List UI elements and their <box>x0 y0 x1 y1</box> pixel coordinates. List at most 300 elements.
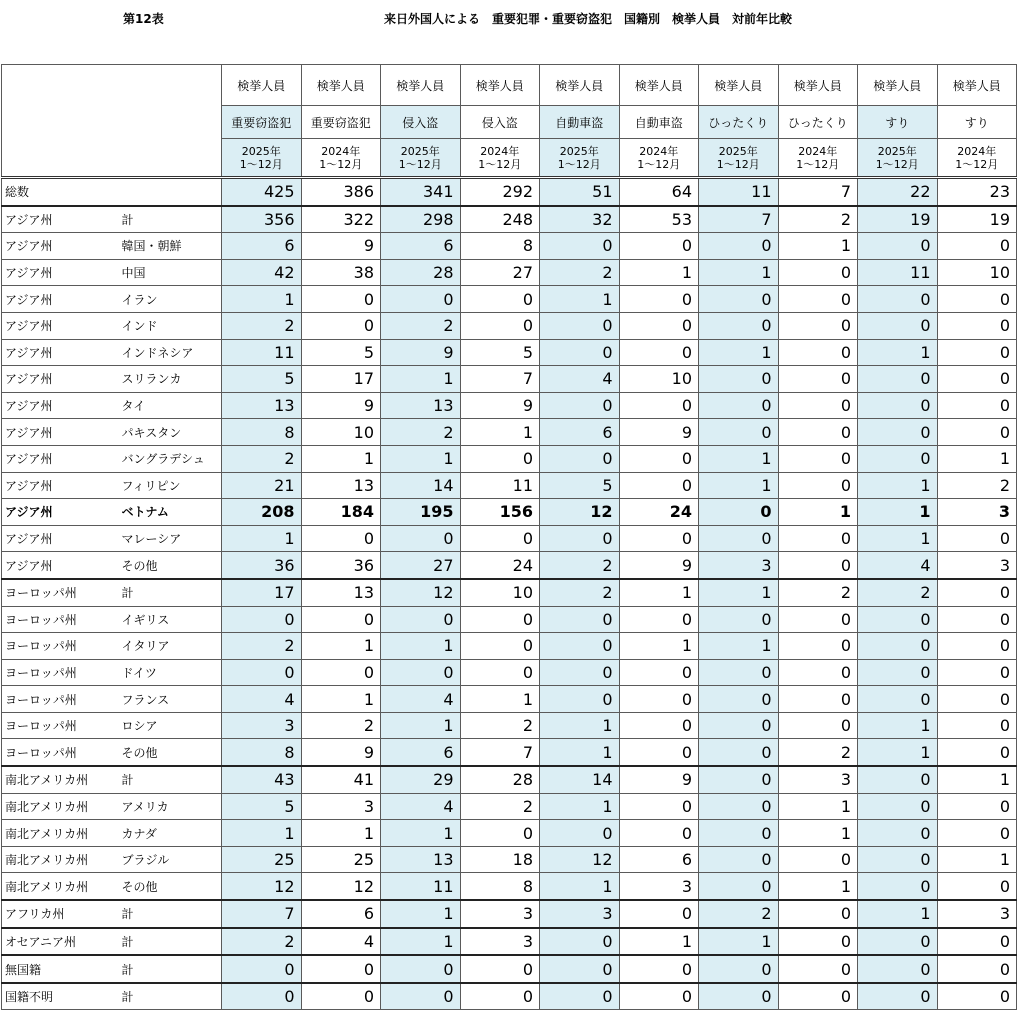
row-country: 計 <box>122 766 222 793</box>
column-header-top: 検挙人員 <box>858 65 938 106</box>
data-cell: 0 <box>540 983 620 1010</box>
data-cell: 0 <box>858 445 938 472</box>
row-country: タイ <box>122 392 222 419</box>
column-header-top: 検挙人員 <box>301 65 381 106</box>
row-country: 計 <box>122 900 222 928</box>
data-cell: 38 <box>301 259 381 286</box>
data-cell: 0 <box>619 286 699 313</box>
data-cell: 3 <box>222 712 302 739</box>
column-header-range: 1～12月 <box>875 157 919 171</box>
data-cell: 386 <box>301 178 381 206</box>
data-cell: 0 <box>778 633 858 660</box>
data-cell: 43 <box>222 766 302 793</box>
data-cell: 0 <box>858 633 938 660</box>
data-cell: 0 <box>778 846 858 873</box>
data-cell: 6 <box>540 419 620 446</box>
data-cell: 0 <box>778 552 858 579</box>
data-cell: 0 <box>460 606 540 633</box>
data-cell: 8 <box>222 739 302 766</box>
data-cell: 0 <box>778 472 858 499</box>
row-country: イタリア <box>122 633 222 660</box>
data-cell: 0 <box>301 606 381 633</box>
column-header-crime: 侵入盗 <box>460 106 540 139</box>
header-corner-cell <box>2 65 222 178</box>
data-cell: 2 <box>222 312 302 339</box>
data-cell: 8 <box>460 873 540 900</box>
data-cell: 9 <box>301 392 381 419</box>
data-cell: 9 <box>619 766 699 793</box>
table-row <box>2 392 1017 419</box>
data-cell: 12 <box>540 846 620 873</box>
data-cell: 12 <box>301 873 381 900</box>
data-cell: 0 <box>858 659 938 686</box>
column-header-top: 検挙人員 <box>619 65 699 106</box>
data-cell: 0 <box>858 686 938 713</box>
row-region: アジア州 <box>2 472 122 499</box>
column-header-range: 1～12月 <box>955 157 999 171</box>
data-cell: 24 <box>619 499 699 526</box>
data-cell: 0 <box>778 525 858 552</box>
data-cell: 10 <box>937 259 1017 286</box>
data-cell: 1 <box>301 633 381 660</box>
row-region: 南北アメリカ州 <box>2 793 122 820</box>
data-cell: 0 <box>619 392 699 419</box>
row-region: アジア州 <box>2 312 122 339</box>
data-cell: 3 <box>460 928 540 956</box>
data-cell: 17 <box>222 579 302 606</box>
data-cell: 10 <box>301 419 381 446</box>
row-country: インド <box>122 312 222 339</box>
data-cell: 0 <box>699 419 779 446</box>
data-cell: 0 <box>937 339 1017 366</box>
data-cell: 12 <box>381 579 461 606</box>
column-header-year: 2025年 <box>877 144 917 158</box>
data-cell: 4 <box>540 366 620 393</box>
data-cell: 0 <box>460 659 540 686</box>
data-cell: 1 <box>222 820 302 847</box>
data-cell: 0 <box>778 286 858 313</box>
data-cell: 341 <box>381 178 461 206</box>
data-cell: 298 <box>381 206 461 233</box>
column-header-year: 2024年 <box>480 144 520 158</box>
row-country: インドネシア <box>122 339 222 366</box>
data-cell: 0 <box>699 793 779 820</box>
column-header-year: 2025年 <box>400 144 440 158</box>
table-row <box>2 579 1017 606</box>
data-cell: 0 <box>937 873 1017 900</box>
table-row <box>2 552 1017 579</box>
data-cell: 4 <box>222 686 302 713</box>
data-cell: 0 <box>937 793 1017 820</box>
row-region: アジア州 <box>2 445 122 472</box>
row-country: ベトナム <box>122 499 222 526</box>
row-region: アジア州 <box>2 286 122 313</box>
row-country: 計 <box>122 579 222 606</box>
data-cell: 1 <box>540 739 620 766</box>
data-cell: 0 <box>460 983 540 1010</box>
data-cell: 28 <box>460 766 540 793</box>
data-cell: 29 <box>381 766 461 793</box>
data-cell: 0 <box>937 739 1017 766</box>
data-cell: 53 <box>619 206 699 233</box>
column-header-period <box>460 139 540 178</box>
data-cell: 0 <box>778 955 858 983</box>
data-cell: 0 <box>619 233 699 260</box>
table-number: 第12表 <box>123 12 164 26</box>
data-cell: 0 <box>699 286 779 313</box>
table-row <box>2 472 1017 499</box>
table-row <box>2 606 1017 633</box>
data-cell: 0 <box>619 659 699 686</box>
data-cell: 1 <box>381 633 461 660</box>
data-cell: 0 <box>778 712 858 739</box>
data-cell: 1 <box>778 233 858 260</box>
data-cell: 0 <box>937 366 1017 393</box>
data-cell: 0 <box>381 606 461 633</box>
data-cell: 1 <box>699 445 779 472</box>
data-cell: 6 <box>222 233 302 260</box>
data-cell: 0 <box>858 366 938 393</box>
data-cell: 22 <box>858 178 938 206</box>
table-row <box>2 739 1017 766</box>
data-cell: 0 <box>619 712 699 739</box>
data-cell: 0 <box>381 659 461 686</box>
data-cell: 0 <box>301 983 381 1010</box>
row-country: ロシア <box>122 712 222 739</box>
row-region: 国籍不明 <box>2 983 122 1010</box>
table-row <box>2 712 1017 739</box>
data-cell: 0 <box>540 606 620 633</box>
data-cell: 0 <box>540 820 620 847</box>
data-cell: 0 <box>699 739 779 766</box>
row-region: アジア州 <box>2 233 122 260</box>
data-cell: 9 <box>619 552 699 579</box>
column-header-range: 1～12月 <box>716 157 760 171</box>
row-region: ヨーロッパ州 <box>2 606 122 633</box>
data-cell: 0 <box>460 286 540 313</box>
data-cell: 1 <box>381 928 461 956</box>
data-cell: 4 <box>381 686 461 713</box>
data-cell: 0 <box>858 419 938 446</box>
data-cell: 0 <box>699 766 779 793</box>
table-row <box>2 178 1017 206</box>
column-header-period <box>301 139 381 178</box>
data-cell: 0 <box>937 233 1017 260</box>
data-cell: 5 <box>301 339 381 366</box>
data-cell: 0 <box>540 233 620 260</box>
data-cell: 0 <box>699 955 779 983</box>
data-cell: 10 <box>619 366 699 393</box>
data-cell: 0 <box>222 983 302 1010</box>
column-header-range: 1～12月 <box>319 157 363 171</box>
data-cell: 0 <box>858 873 938 900</box>
data-cell: 12 <box>222 873 302 900</box>
data-cell: 0 <box>301 286 381 313</box>
data-cell: 1 <box>619 259 699 286</box>
data-cell: 13 <box>381 846 461 873</box>
data-cell: 0 <box>381 525 461 552</box>
data-cell: 0 <box>937 686 1017 713</box>
data-cell: 0 <box>540 312 620 339</box>
data-cell: 0 <box>858 766 938 793</box>
column-header-range: 1～12月 <box>796 157 840 171</box>
data-cell: 9 <box>460 392 540 419</box>
data-cell: 11 <box>381 873 461 900</box>
column-header-year: 2024年 <box>957 144 997 158</box>
data-cell: 0 <box>699 499 779 526</box>
column-header-crime: すり <box>858 106 938 139</box>
data-cell: 1 <box>540 712 620 739</box>
data-cell: 0 <box>460 525 540 552</box>
data-cell: 6 <box>381 739 461 766</box>
data-cell: 0 <box>778 983 858 1010</box>
data-cell: 0 <box>937 392 1017 419</box>
data-cell: 6 <box>381 233 461 260</box>
data-cell: 2 <box>460 793 540 820</box>
data-cell: 11 <box>699 178 779 206</box>
data-cell: 13 <box>301 472 381 499</box>
data-cell: 4 <box>301 928 381 956</box>
data-cell: 184 <box>301 499 381 526</box>
column-header-crime: 自動車盗 <box>540 106 620 139</box>
table-row <box>2 873 1017 900</box>
data-cell: 195 <box>381 499 461 526</box>
page-title: 来日外国人による 重要犯罪・重要窃盗犯 国籍別 検挙人員 対前年比較 <box>384 12 793 26</box>
row-region: アジア州 <box>2 206 122 233</box>
data-cell: 32 <box>540 206 620 233</box>
column-header-range: 1～12月 <box>239 157 283 171</box>
data-cell: 0 <box>937 579 1017 606</box>
column-header-period <box>540 139 620 178</box>
data-cell: 0 <box>778 259 858 286</box>
data-cell: 36 <box>222 552 302 579</box>
data-cell: 1 <box>937 766 1017 793</box>
data-cell: 1 <box>699 472 779 499</box>
data-cell: 0 <box>540 339 620 366</box>
data-cell: 1 <box>540 793 620 820</box>
column-header-crime: すり <box>937 106 1017 139</box>
row-region: ヨーロッパ州 <box>2 739 122 766</box>
data-cell: 0 <box>460 955 540 983</box>
data-cell: 1 <box>778 499 858 526</box>
column-header-crime: 自動車盗 <box>619 106 699 139</box>
data-cell: 0 <box>778 392 858 419</box>
column-header-crime: 侵入盗 <box>381 106 461 139</box>
data-cell: 0 <box>937 928 1017 956</box>
table-row <box>2 686 1017 713</box>
data-cell: 0 <box>460 633 540 660</box>
data-cell: 25 <box>301 846 381 873</box>
data-cell: 0 <box>619 955 699 983</box>
table-row <box>2 259 1017 286</box>
data-cell: 0 <box>937 712 1017 739</box>
row-country: ブラジル <box>122 846 222 873</box>
data-cell: 0 <box>301 525 381 552</box>
row-region: アジア州 <box>2 259 122 286</box>
data-cell: 0 <box>619 983 699 1010</box>
row-country: 計 <box>122 955 222 983</box>
data-cell: 0 <box>699 686 779 713</box>
data-cell: 0 <box>619 739 699 766</box>
data-cell: 3 <box>460 900 540 928</box>
column-header-top: 検挙人員 <box>381 65 461 106</box>
table-row <box>2 900 1017 928</box>
data-cell: 0 <box>301 955 381 983</box>
data-cell: 1 <box>699 259 779 286</box>
column-header-year: 2024年 <box>639 144 679 158</box>
data-cell: 1 <box>619 633 699 660</box>
data-cell: 0 <box>381 955 461 983</box>
data-cell: 1 <box>937 846 1017 873</box>
header-row-top <box>2 65 1017 106</box>
data-cell: 0 <box>619 820 699 847</box>
data-cell: 0 <box>460 445 540 472</box>
table-row <box>2 793 1017 820</box>
table-row <box>2 846 1017 873</box>
table-row <box>2 820 1017 847</box>
data-cell: 2 <box>222 928 302 956</box>
data-cell: 0 <box>699 983 779 1010</box>
data-cell: 1 <box>540 286 620 313</box>
data-cell: 0 <box>778 900 858 928</box>
data-cell: 5 <box>222 793 302 820</box>
data-cell: 8 <box>460 233 540 260</box>
data-cell: 0 <box>619 339 699 366</box>
data-cell: 7 <box>699 206 779 233</box>
column-header-year: 2025年 <box>718 144 758 158</box>
data-cell: 156 <box>460 499 540 526</box>
data-cell: 1 <box>858 339 938 366</box>
data-cell: 1 <box>460 419 540 446</box>
data-cell: 2 <box>778 206 858 233</box>
row-country: 中国 <box>122 259 222 286</box>
data-cell: 7 <box>460 739 540 766</box>
data-cell: 7 <box>778 178 858 206</box>
data-cell: 1 <box>381 366 461 393</box>
data-cell: 0 <box>699 606 779 633</box>
data-cell: 0 <box>937 955 1017 983</box>
row-country: イラン <box>122 286 222 313</box>
data-cell: 8 <box>222 419 302 446</box>
data-cell: 0 <box>540 928 620 956</box>
data-cell: 17 <box>301 366 381 393</box>
data-cell: 3 <box>540 900 620 928</box>
column-header-range: 1～12月 <box>637 157 681 171</box>
column-header-top: 検挙人員 <box>222 65 302 106</box>
data-cell: 24 <box>460 552 540 579</box>
data-cell: 9 <box>381 339 461 366</box>
row-country: その他 <box>122 552 222 579</box>
data-cell: 2 <box>540 259 620 286</box>
data-cell: 1 <box>301 686 381 713</box>
data-cell: 292 <box>460 178 540 206</box>
data-cell: 1 <box>699 928 779 956</box>
data-cell: 0 <box>222 606 302 633</box>
row-region: ヨーロッパ州 <box>2 579 122 606</box>
row-region: アジア州 <box>2 392 122 419</box>
data-cell: 1 <box>858 499 938 526</box>
data-cell: 0 <box>699 392 779 419</box>
column-header-top: 検挙人員 <box>699 65 779 106</box>
row-country: イギリス <box>122 606 222 633</box>
data-cell: 0 <box>619 525 699 552</box>
data-cell: 0 <box>222 659 302 686</box>
data-cell: 0 <box>540 659 620 686</box>
row-region: 南北アメリカ州 <box>2 873 122 900</box>
data-cell: 5 <box>460 339 540 366</box>
data-cell: 0 <box>619 312 699 339</box>
row-region: 南北アメリカ州 <box>2 766 122 793</box>
data-cell: 0 <box>778 686 858 713</box>
data-cell: 0 <box>937 633 1017 660</box>
table-row <box>2 499 1017 526</box>
data-cell: 0 <box>937 983 1017 1010</box>
data-cell: 0 <box>858 233 938 260</box>
row-region: ヨーロッパ州 <box>2 659 122 686</box>
data-cell: 0 <box>301 659 381 686</box>
data-cell: 425 <box>222 178 302 206</box>
data-cell: 1 <box>858 712 938 739</box>
column-header-period <box>381 139 461 178</box>
data-cell: 19 <box>937 206 1017 233</box>
table-row <box>2 206 1017 233</box>
data-cell: 0 <box>460 820 540 847</box>
data-cell: 2 <box>381 312 461 339</box>
data-cell: 1 <box>858 900 938 928</box>
statistics-table <box>1 64 1017 1010</box>
data-cell: 2 <box>778 579 858 606</box>
data-cell: 0 <box>699 312 779 339</box>
data-cell: 0 <box>858 286 938 313</box>
data-cell: 0 <box>619 606 699 633</box>
data-cell: 0 <box>778 366 858 393</box>
data-cell: 0 <box>778 312 858 339</box>
data-cell: 1 <box>858 525 938 552</box>
data-cell: 1 <box>937 445 1017 472</box>
data-cell: 0 <box>937 606 1017 633</box>
table-row <box>2 445 1017 472</box>
data-cell: 0 <box>858 392 938 419</box>
data-cell: 4 <box>381 793 461 820</box>
table-row <box>2 525 1017 552</box>
table-row <box>2 955 1017 983</box>
row-region: アジア州 <box>2 366 122 393</box>
table-row <box>2 659 1017 686</box>
row-region: ヨーロッパ州 <box>2 686 122 713</box>
data-cell: 1 <box>222 286 302 313</box>
data-cell: 11 <box>460 472 540 499</box>
data-cell: 2 <box>858 579 938 606</box>
column-header-top: 検挙人員 <box>460 65 540 106</box>
table-row <box>2 419 1017 446</box>
data-cell: 0 <box>540 525 620 552</box>
data-cell: 0 <box>619 793 699 820</box>
data-cell: 6 <box>619 846 699 873</box>
data-cell: 3 <box>937 499 1017 526</box>
data-cell: 0 <box>381 286 461 313</box>
data-cell: 0 <box>937 525 1017 552</box>
data-cell: 1 <box>778 793 858 820</box>
table-row <box>2 366 1017 393</box>
data-cell: 36 <box>301 552 381 579</box>
row-region: 南北アメリカ州 <box>2 846 122 873</box>
data-cell: 0 <box>540 686 620 713</box>
table-row <box>2 983 1017 1010</box>
column-header-crime: ひったくり <box>699 106 779 139</box>
row-region: 総数 <box>2 178 122 206</box>
data-cell: 0 <box>858 820 938 847</box>
data-cell: 23 <box>937 178 1017 206</box>
